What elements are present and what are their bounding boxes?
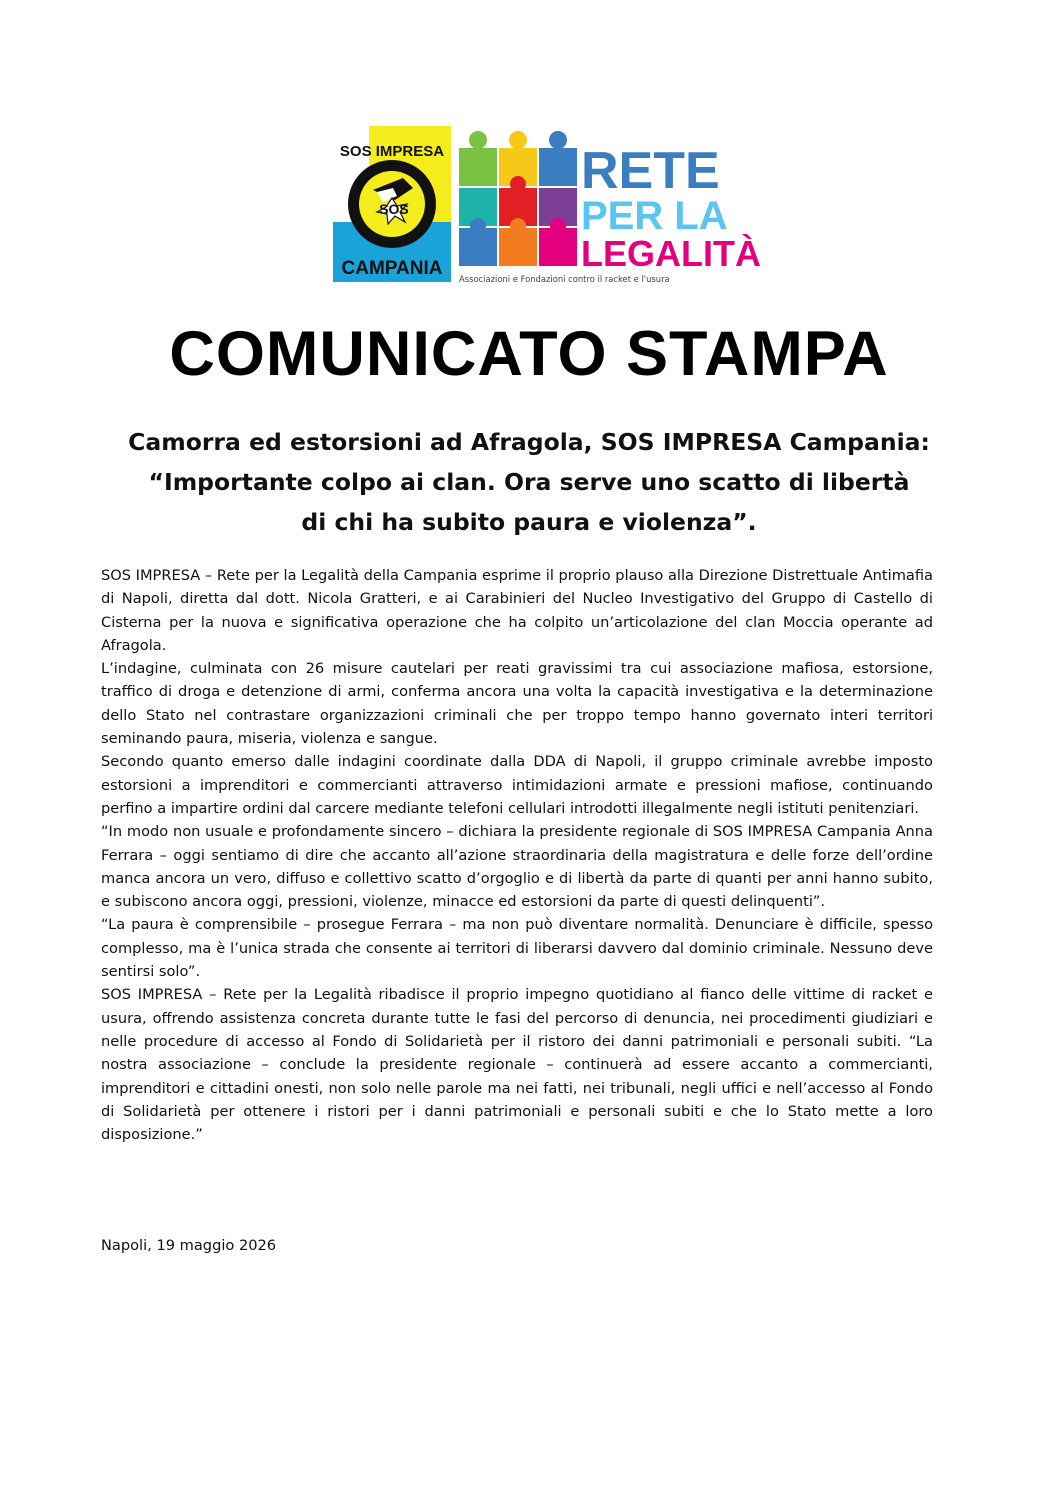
article-body <box>101 564 933 1146</box>
sos-impresa-campania-logo <box>333 126 451 282</box>
press-release-date: Napoli, 19 maggio 2026 <box>101 1237 277 1254</box>
page-title: COMUNICATO STAMPA <box>169 319 889 389</box>
body-paragraph: “In modo non usuale e profondamente sincero – dichiara la presidente regionale di SOS IMPRESA Campania Anna Ferrara – oggi sentiamo di dire che accanto all’azione straordinaria della magistratura e delle forze dell’ordine manca ancora un vero, diffuso e collettivo scatto d’orgoglio e di libertà da parte di quanti per anni hanno subito, e subiscono ancora oggi, pressioni, violenze, minacce ed estorsioni da parte di questi delinquenti”. <box>101 823 933 911</box>
body-paragraph: SOS IMPRESA – Rete per la Legalità della Campania esprime il proprio plauso alla Direzione Distrettuale Antimafia di Napoli, diretta dal dott. Nicola Gratteri, e ai Carabinieri del Nucleo Investigativo del Gruppo di Castello di Cisterna per la nuova e significativa operazione che ha colpito un’articolazione del clan Moccia operante ad Afragola. <box>101 567 933 654</box>
subtitle-line: di chi ha subito paura e violenza”. <box>301 508 757 536</box>
sos-badge-text: SOS <box>379 201 409 217</box>
body-paragraph: Secondo quanto emerso dalle indagini coordinate dalla DDA di Napoli, il gruppo criminale avrebbe imposto estorsioni a imprenditori e commercianti attraverso intimidazioni armate e pressioni mafiose, continuando perfino a impartire ordini dal carcere mediante telefoni cellulari introdotti illegalmente negli istituti penitenziari. <box>101 753 933 817</box>
body-paragraph: L’indagine, culminata con 26 misure cautelari per reati gravissimi tra cui associazione mafiosa, estorsione, traffico di droga e detenzione di armi, conferma ancora una volta la capacità investigativa e la determinazione dello Stato nel contrastare organizzazioni criminali che per troppo tempo hanno governato interi territori seminando paura, miseria, violenza e sangue. <box>101 660 933 748</box>
rete-line1: RETE <box>581 142 720 200</box>
body-paragraph: “La paura è comprensibile – prosegue Ferrara – ma non può diventare normalità. Denunciare è difficile, spesso complesso, ma è l’unica strada che consente ai territori di liberarsi davvero dal dominio criminale. Nessuno deve sentirsi solo”. <box>101 916 933 981</box>
rete-line3: LEGALITÀ <box>581 233 761 274</box>
subtitle-line: “Importante colpo ai clan. Ora serve uno scatto di libertà <box>148 468 910 496</box>
rete-per-la-legalita-logo <box>457 126 761 286</box>
rete-line2: PER LA <box>581 194 728 238</box>
page-subtitle <box>60 422 998 542</box>
body-paragraph: SOS IMPRESA – Rete per la Legalità ribadisce il proprio impegno quotidiano al fianco delle vittime di racket e usura, offrendo assistenza concreta durante tutte le fasi del percorso di denuncia, nei procedimenti giudiziari e nelle procedure di accesso al Fondo di Solidarietà per il ristoro dei danni patrimoniali e personali subiti. “La nostra associazione – conclude la presidente regionale – continuerà ad essere accanto a commercianti, imprenditori e cittadini onesti, non solo nelle parole ma nei fatti, nei tribunali, negli uffici e nell’accesso al Fondo di Solidarietà per ottenere i ristori per i danni patrimoniali e personali subiti e che lo Stato mette a loro disposizione.” <box>101 986 933 1144</box>
header-logos <box>333 126 761 286</box>
subtitle-line: Camorra ed estorsioni ad Afragola, SOS IMPRESA Campania: <box>128 428 930 456</box>
rete-tagline: Associazioni e Fondazioni contro il racket e l'usura <box>459 274 670 284</box>
sos-top-text: SOS IMPRESA <box>339 143 445 160</box>
sos-bottom-text: CAMPANIA <box>341 258 443 279</box>
